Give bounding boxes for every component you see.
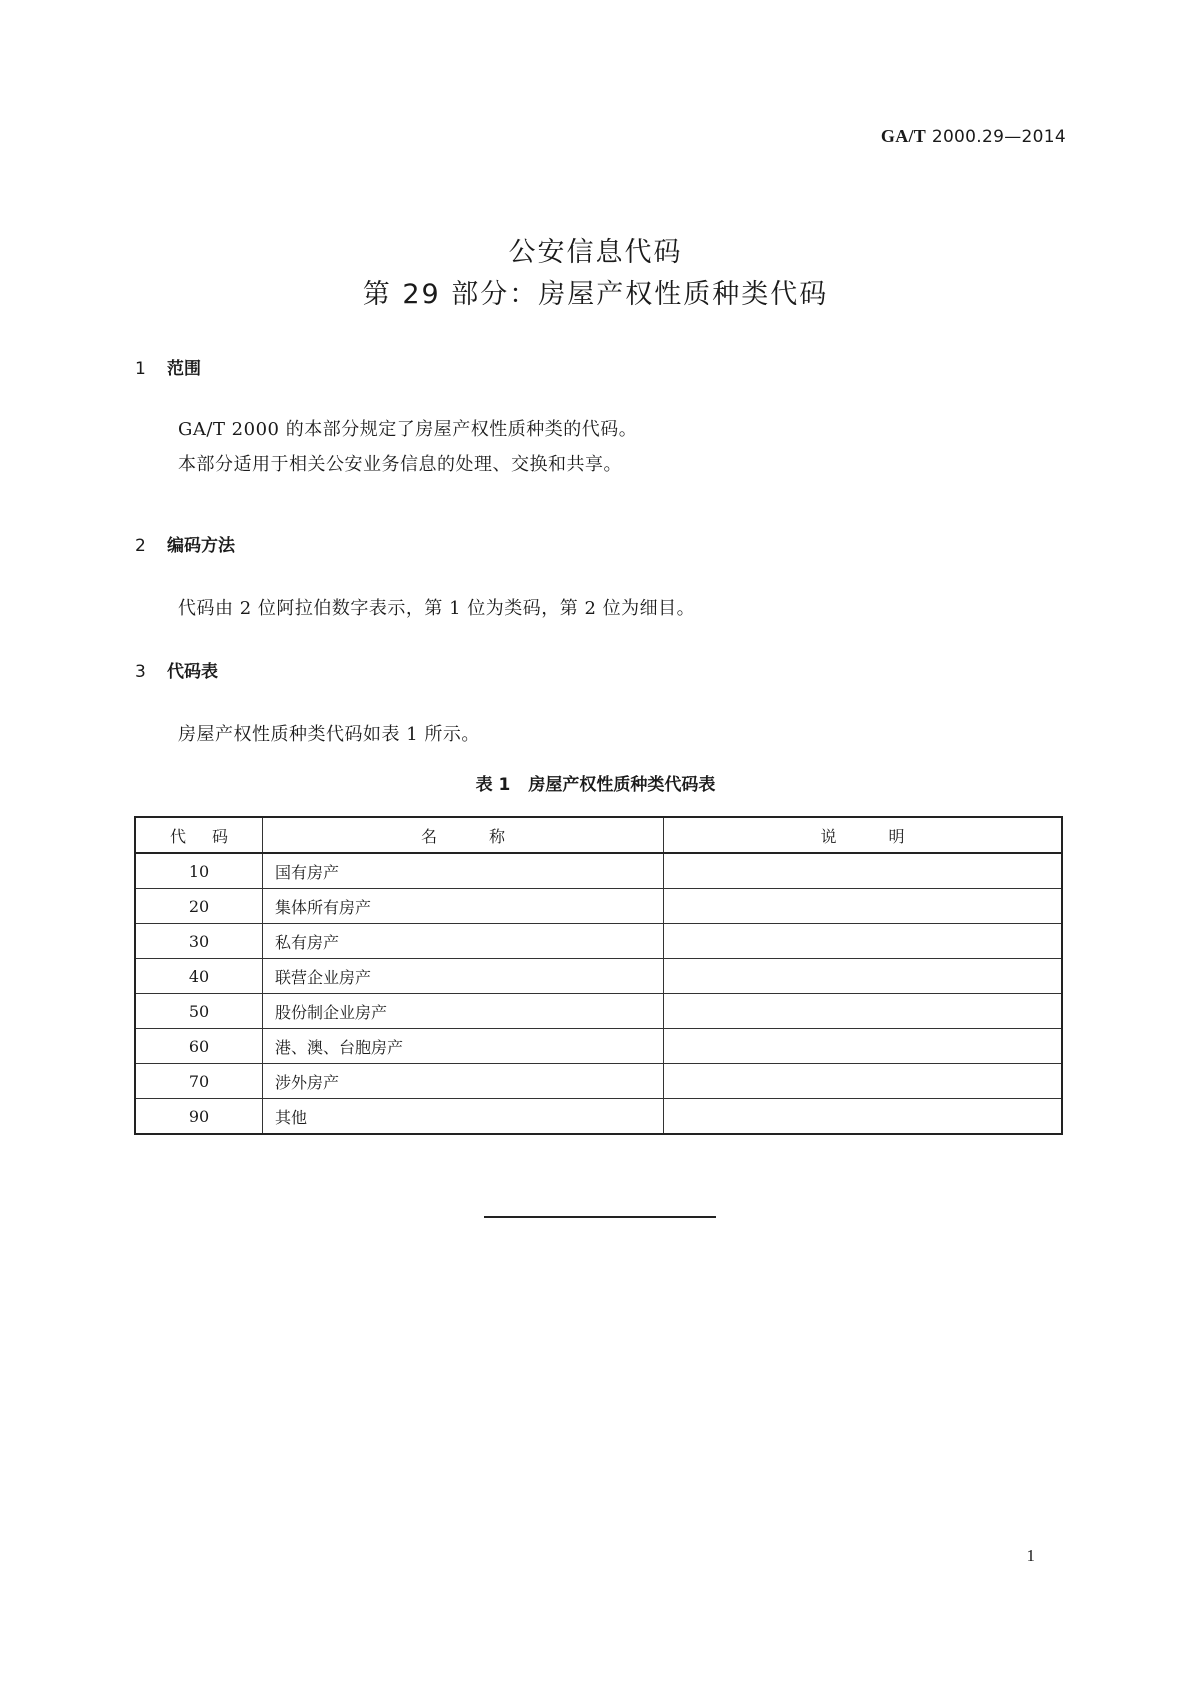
cell-name: 私有房产 (263, 924, 664, 959)
cell-description (664, 924, 1063, 959)
standard-code (881, 126, 1066, 147)
section-number: 1 (135, 359, 146, 379)
cell-code: 30 (135, 924, 263, 959)
cell-description (664, 959, 1063, 994)
section-number: 2 (135, 536, 146, 556)
header-description: 说明 (664, 817, 1063, 853)
cell-code: 90 (135, 1099, 263, 1135)
standard-number: 2000.29—2014 (931, 127, 1066, 147)
standard-prefix: GA/T (880, 126, 927, 146)
table-row (135, 924, 1062, 959)
cell-description (664, 994, 1063, 1029)
cell-description (664, 1064, 1063, 1099)
section-number: 3 (135, 662, 146, 682)
cell-code: 50 (135, 994, 263, 1029)
section-title: 编码方法 (167, 536, 235, 556)
header-name: 名称 (263, 817, 664, 853)
cell-name: 港、澳、台胞房产 (263, 1029, 664, 1064)
cell-code: 20 (135, 889, 263, 924)
table-caption-title: 房屋产权性质种类代码表 (528, 775, 716, 795)
section-heading-code-table (135, 657, 218, 682)
cell-name: 联营企业房产 (263, 959, 664, 994)
cell-name: 其他 (263, 1099, 664, 1135)
header-code: 代码 (135, 817, 263, 853)
paragraph: 本部分适用于相关公安业务信息的处理、交换和共享。 (178, 454, 622, 475)
section-title: 范围 (167, 359, 201, 379)
cell-description (664, 853, 1063, 889)
table-caption (0, 770, 1191, 795)
end-divider (484, 1216, 716, 1218)
cell-name: 国有房产 (263, 853, 664, 889)
table-row (135, 1099, 1062, 1135)
table-row (135, 959, 1062, 994)
page-number: 1 (1026, 1546, 1035, 1565)
cell-code: 60 (135, 1029, 263, 1064)
cell-name: 股份制企业房产 (263, 994, 664, 1029)
cell-code: 10 (135, 853, 263, 889)
table-row (135, 853, 1062, 889)
table-header-row (135, 817, 1062, 853)
table-row (135, 889, 1062, 924)
table-row (135, 1029, 1062, 1064)
cell-name: 涉外房产 (263, 1064, 664, 1099)
cell-code: 40 (135, 959, 263, 994)
table-row (135, 1064, 1062, 1099)
table-row (135, 994, 1062, 1029)
cell-description (664, 1099, 1063, 1135)
cell-description (664, 889, 1063, 924)
document-title: 公安信息代码 (508, 237, 683, 268)
code-table (134, 816, 1063, 1135)
paragraph: 房屋产权性质种类代码如表 1 所示。 (178, 724, 480, 745)
section-heading-coding-method (135, 531, 235, 556)
paragraph: GA/T 2000 的本部分规定了房屋产权性质种类的代码。 (178, 419, 638, 440)
section-heading-scope (135, 354, 201, 379)
cell-name: 集体所有房产 (263, 889, 664, 924)
section-title: 代码表 (167, 662, 218, 682)
table-caption-number: 表 1 (475, 775, 511, 795)
cell-description (664, 1029, 1063, 1064)
document-subtitle: 第 29 部分：房屋产权性质种类代码 (362, 279, 829, 310)
cell-code: 70 (135, 1064, 263, 1099)
paragraph: 代码由 2 位阿拉伯数字表示，第 1 位为类码，第 2 位为细目。 (178, 598, 696, 619)
